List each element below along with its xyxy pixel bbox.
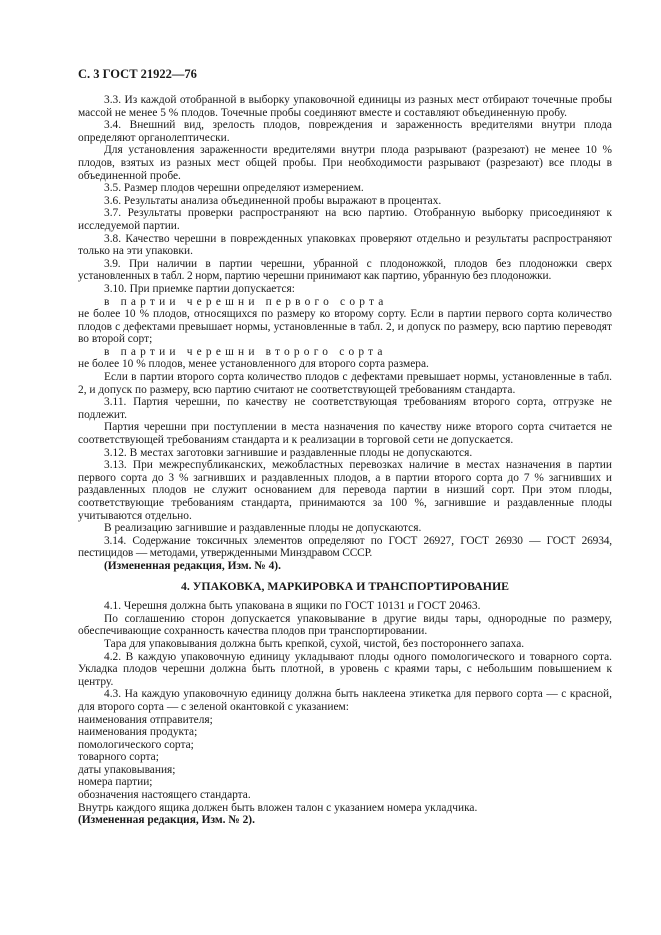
amendment-note-4: (Измененная редакция, Изм. № 4). <box>104 559 281 572</box>
paragraph-3-13: 3.13. При межреспубликанских, межобластных перевозках наличие в местах назначения в партии первого сорта до 3 % загнивших и раздавленных плодов, а в партии второго сорта до 7 % загнивших и раздавленных плодов не служит основанием для перевода партии в низший сорт. При этом плоды, соответствующие требованиям стандарта, принимаются за 100 %, загнившие и раздавленные плоды учитываются отдельно. <box>78 459 612 522</box>
paragraph-3-12: 3.12. В местах заготовки загнившие и раздавленные плоды не допускаются. <box>104 446 473 459</box>
second-grade-defects: Если в партии второго сорта количество плодов с дефектами превышает нормы, установленные в табл. 2, и допуск по размеру, всю партию считают не соответствующей требованиям стандарта. <box>78 371 612 396</box>
label-item: даты упаковывания; <box>78 763 176 776</box>
paragraph-3-9: 3.9. При наличии в партии черешни, убранной с плодоножкой, плодов без плодоножки сверх установленных в табл. 2 норм, партию черешни принимают как партию, убранную без плодоножки. <box>78 257 612 283</box>
label-item: наименования отправителя; <box>78 713 213 726</box>
first-grade-tolerance: не более 10 % плодов, относящихся по размеру ко второму сорту. Если в партии первого сорта количество плодов с дефектами превышает нормы, установленные в табл. 2, и допуск по размеру, всю партию переводят во второй сорт; <box>78 308 612 346</box>
paragraph-3-3: 3.3. Из каждой отобранной в выборку упаковочной единицы из разных мест отбирают точечные пробы массой не менее 5 % плодов. Точечные пробы соединяют вместе и составляют объединенную пробу. <box>78 94 612 119</box>
amendment-note-2: (Измененная редакция, Изм. № 2). <box>78 814 255 827</box>
paragraph-4-3: 4.3. На каждую упаковочную единицу должна быть наклеена этикетка для первого сорта — с красной, для второго сорта — с зеленой окантовкой с указанием: <box>78 688 612 713</box>
section-4-title: 4. УПАКОВКА, МАРКИРОВКА И ТРАНСПОРТИРОВАНИЕ <box>180 578 510 593</box>
second-grade-tolerance: не более 10 % плодов, менее установленного для второго сорта размера. <box>78 358 429 371</box>
paragraph-3-4-infestation: Для установления зараженности вредителями внутри плода разрывают (разрезают) не менее 10 % плодов, взятых из разных мест общей пробы. При необходимости разрывают (разрезают) все плоды в объединенной пробе. <box>78 144 612 182</box>
second-grade-label: в партии черешни второго сорта <box>104 345 387 358</box>
label-item: товарного сорта; <box>78 751 159 764</box>
paragraph-4-1-agreement: По соглашению сторон допускается упаковывание в другие виды тары, однородные по размеру, обеспечивающие сохранность качества плодов при транспортировании. <box>78 612 612 638</box>
paragraph-3-6: 3.6. Результаты анализа объединенной пробы выражают в процентах. <box>104 194 442 207</box>
paragraph-3-10: 3.10. При приемке партии допускается: <box>104 282 295 295</box>
paragraph-3-14: 3.14. Содержание токсичных элементов определяют по ГОСТ 26927, ГОСТ 26930 — ГОСТ 26934, пестицидов — методами, утвержденными Минздравом СССР. <box>78 534 612 560</box>
paragraph-4-2: 4.2. В каждую упаковочную единицу укладывают плоды одного помологического и товарного сорта. Укладка плодов черешни должна быть плотной, в уровень с краями тары, с небольшим повышением к центру. <box>78 650 612 688</box>
paragraph-3-11-destination: Партия черешни при поступлении в места назначения по качеству ниже второго сорта считается не соответствующей требованиям стандарта и к реализации в торговой сети не допускается. <box>78 421 612 447</box>
label-item: номера партии; <box>78 776 153 789</box>
paragraph-3-4: 3.4. Внешний вид, зрелость плодов, повреждения и зараженность вредителями внутри плода определяют органолептически. <box>78 119 612 144</box>
label-item: помологического сорта; <box>78 738 194 751</box>
first-grade-label: в партии черешни первого сорта <box>104 295 388 308</box>
document-body <box>78 94 612 827</box>
paragraph-4-1-container: Тара для упаковывания должна быть крепкой, сухой, чистой, без постороннего запаха. <box>104 637 525 650</box>
paragraph-4-1: 4.1. Черешня должна быть упакована в ящики по ГОСТ 10131 и ГОСТ 20463. <box>104 600 481 613</box>
paragraph-3-13-sale: В реализацию загнившие и раздавленные плоды не допускаются. <box>104 522 422 535</box>
paragraph-3-5: 3.5. Размер плодов черешни определяют измерением. <box>104 182 364 195</box>
label-item: обозначения настоящего стандарта. <box>78 789 251 802</box>
paragraph-3-11: 3.11. Партия черешни, по качеству не соответствующая требованиям второго сорта, отгрузке не подлежит. <box>78 396 612 421</box>
page-header: С. 3 ГОСТ 21922—76 <box>78 67 197 81</box>
label-item: наименования продукта; <box>78 726 198 739</box>
paragraph-3-8: 3.8. Качество черешни в поврежденных упаковках проверяют отдельно и результаты распространяют только на эти упаковки. <box>78 232 612 258</box>
paragraph-3-7: 3.7. Результаты проверки распространяют на всю партию. Отобранную выборку присоединяют к исследуемой партии. <box>78 207 612 232</box>
packer-slip-note: Внутрь каждого ящика должен быть вложен талон с указанием номера укладчика. <box>78 801 478 814</box>
